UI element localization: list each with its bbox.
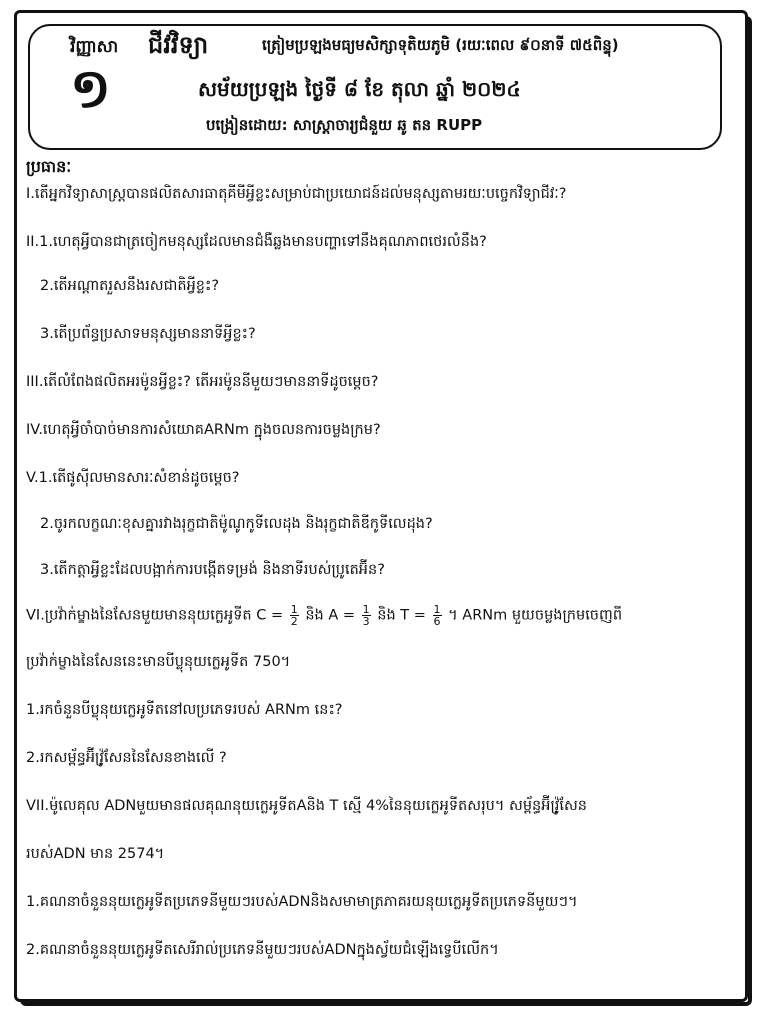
teacher-line: បង្រៀនដោយ: សាស្ត្រាចារ្យជំនួយ ឆូ តន RUPP [206,116,483,134]
fraction-t-num: 1 [433,603,441,616]
fraction-a-num: 1 [362,603,370,616]
question-6-line-2: ប្រវ៉ាក់ម្ខាងនៃសែននេះមានបីប្លុនុយក្លេអូទីត 750។ [26,654,291,670]
question-7-line-2: របស់ADN មាន 2574។ [26,846,165,862]
question-6-line-1 [26,604,622,627]
question-5-2: 2.ចូរកលក្ខណៈខុសគ្នារវាងរុក្ខជាតិម៉ូណូកូទីលេដុង និងរុក្ខជាតិឌីកូទីលេដុង? [40,516,433,532]
question-5-3: 3.តើកត្តាអ្វីខ្លះដែលបង្អាក់ការបង្កើតទម្រង់ និងនាទីរបស់ប្រូតេអ៊ីន? [40,562,385,578]
subject-name: ជីវវិទ្យា [148,31,209,59]
exam-title: ត្រៀមប្រឡងមធ្យមសិក្សាទុតិយភូមិ (រយៈពេល ៩០នាទី ៧៥ពិន្ទុ) [262,36,619,54]
question-4: IV.ហេតុអ្វីចាំបាច់មានការសំយោគARNm ក្នុងចលនការចម្លងក្រម? [26,422,381,438]
question-1: I.តើអ្នកវិទ្យាសាស្ត្របានផលិតសារធាតុគីមីអ្វីខ្លះសម្រាប់ជាប្រយោជន៍ដល់មនុស្សតាមរយៈបច្ចេកវិទ្យាជីវៈ? [26,186,567,202]
question-5-1: V.1.តើផូស៊ីលមានសារៈសំខាន់ដូចម្តេច? [26,470,240,486]
question-7-line-1: VII.ម៉ូលេគុល ADNមួយមានផលគុណនុយក្លេអូទីតAនិង T ស្មើ 4%នៃនុយក្លេអូទីតសរុប។ សម្ព័ន្ធអ៊ីវ្រ៉ូសែន [26,798,587,814]
fraction-a [362,604,371,627]
fraction-t-den: 6 [433,615,441,628]
fraction-t [433,604,442,627]
question-7-1: 1.គណនាចំនួននុយក្លេអូទីតប្រភេទនីមួយៗរបស់ADNនិងសមាមាត្រភាគរយនុយក្លេអូទីតប្រភេទនីមួយៗ។ [26,894,578,910]
question-2-1: II.1.ហេតុអ្វីបានជាត្រចៀកមនុស្សដែលមានជំងឺឆ្លងមានបញ្ហាទៅនឹងគុណភាពថេរលំនឹង? [26,234,487,250]
question-6-part-1: VI.ប្រវ៉ាក់ម្ខាងនៃសែនមួយមាននុយក្លេអូទីត C = [26,607,284,624]
fraction-c-num: 1 [290,603,298,616]
question-6-2: 2.រកសម្ព័ន្ធអ៊ីវ្រ៉ូសែននៃសែនខាងលើ ? [26,750,227,766]
question-3: III.តើលំពែងផលិតអរម៉ូនអ្វីខ្លះ? តើអរម៉ូននីមួយៗមាននាទីដូចម្តេច? [26,374,379,390]
subject-label: វិញ្ញាសា [70,37,119,57]
question-6-part-2: និង A = [305,607,356,624]
question-list [26,156,738,958]
exam-date: សម័យប្រឡង ថ្ងៃទី ៨ ខែ តុលា ឆ្នាំ ២០២៤ [198,77,521,101]
question-6-part-4: ។ ARNm មួយចម្លងក្រមចេញពី [448,607,623,624]
section-title: ប្រធានៈ [26,157,72,176]
fraction-a-den: 3 [362,615,370,628]
question-6-part-3: និង T = [377,607,426,624]
question-6-1: 1.រកចំនួនបីប្លុនុយក្លេអូទីតនៅលប្រភេទរបស់ ARNm នេះ? [26,702,343,718]
question-2-3: 3.តើប្រព័ន្ធប្រសាទមនុស្សមាននាទីអ្វីខ្លះ? [40,326,256,342]
exam-number: ១ [70,57,111,120]
question-7-2: 2.គណនាចំនួននុយក្លេអូទីតសេរីរាល់ប្រភេទនីមួយៗរបស់ADNក្នុងស្វ័យជំឡើងទ្វេបីលើក។ [26,942,499,958]
fraction-c-den: 2 [290,615,298,628]
fraction-c [290,604,299,627]
question-2-2: 2.តើអណ្តាតរួសនឹងរសជាតិអ្វីខ្លះ? [40,278,220,294]
exam-header [28,24,722,150]
